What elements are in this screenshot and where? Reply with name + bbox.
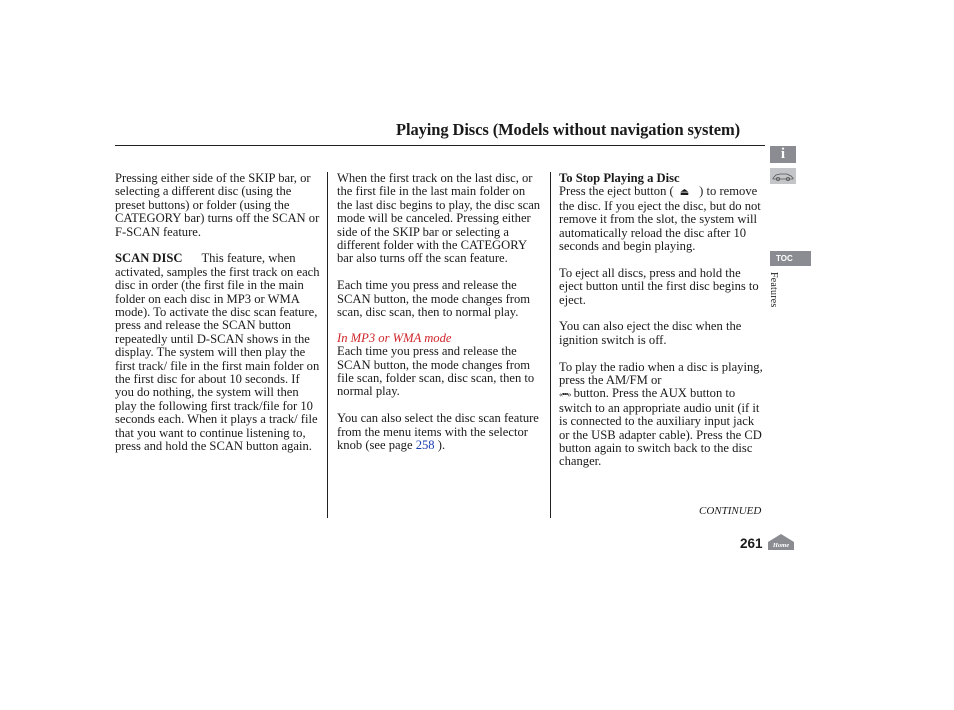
page-number: 261 bbox=[740, 536, 763, 551]
column-divider-1 bbox=[327, 172, 328, 518]
menu-select-paragraph bbox=[337, 412, 542, 452]
radio-text-start: To play the radio when a disc is playing, press the AM/FM or bbox=[559, 359, 763, 388]
cancel-paragraph: When the first track on the last disc, or the first file in the last main folder on the last disc begins to play, the disc scan mode will be canceled. Pressing either side of the SKIP bar or selecting a different folder with the CATEGORY bar also turns off the scan feature. bbox=[337, 171, 541, 266]
menu-select-end: ). bbox=[437, 438, 446, 453]
eject-text-start: Press the eject button ( bbox=[559, 184, 674, 199]
eject-paragraph bbox=[559, 185, 764, 253]
car-icon bbox=[770, 168, 796, 184]
ignition-paragraph: You can also eject the disc when the ignition switch is off. bbox=[559, 319, 742, 347]
home-icon bbox=[767, 533, 795, 551]
title-rule bbox=[115, 145, 765, 146]
radio-paragraph bbox=[559, 361, 764, 469]
mp3-wma-mode-label: In MP3 or WMA mode bbox=[337, 330, 452, 345]
column-divider-2 bbox=[550, 172, 551, 518]
column-3 bbox=[559, 172, 764, 482]
info-icon: i bbox=[780, 146, 786, 162]
column-1 bbox=[115, 172, 320, 467]
scan-mode-paragraph: Each time you press and release the SCAN button, the mode changes from scan, disc scan, then to normal play. bbox=[337, 278, 531, 320]
home-label: Home bbox=[772, 542, 790, 549]
radio-text-end: button. Press the AUX button to switch to an appropriate audio unit (if it is connected to the auxiliary input jack or the USB adapter cable). Press the CD button again to switch back to the disc changer. bbox=[559, 386, 762, 469]
page-258-link[interactable]: 258 bbox=[415, 438, 435, 453]
file-scan-paragraph: Each time you press and release the SCAN button, the mode changes from file scan, folder scan, disc scan, then to normal play. bbox=[337, 344, 535, 399]
scan-disc-heading: SCAN DISC bbox=[115, 251, 183, 266]
stop-playing-heading: To Stop Playing a Disc bbox=[559, 171, 680, 185]
page-title: Playing Discs (Models without navigation system) bbox=[396, 120, 740, 139]
vehicle-tab-button[interactable] bbox=[770, 168, 796, 184]
skip-paragraph: Pressing either side of the SKIP bar, or selecting a different disc (using the preset buttons) or folder (using the CATEGORY bar) turns off the SCAN or F-SCAN feature. bbox=[115, 171, 320, 239]
scan-disc-body: This feature, when activated, samples the first track on each disc in order (the first file in the main folder on each disc in MP3 or WMA mode). To activate the disc scan feature, press and release the SCAN button repeatedly until D-SCAN shows in the display. The system will then play the first track/ file in the first main folder on the first disc for about 10 seconds. If you do nothing, the system will then play the following first track/file for 10 seconds each. When it plays a track/ file that you want to continue listening to, press and hold the SCAN button again. bbox=[115, 251, 320, 454]
eject-icon: ⏏ bbox=[679, 187, 690, 199]
aux-icon: «•••» bbox=[559, 390, 571, 400]
eject-text-end: ) to remove the disc. If you eject the disc, but do not remove it from the slot, the system will automatically reload the disc after 10 seconds and begin playing. bbox=[559, 184, 761, 254]
eject-all-paragraph: To eject all discs, press and hold the eject button until the first disc begins to eject. bbox=[559, 265, 759, 307]
toc-tab-button[interactable]: TOC bbox=[770, 251, 811, 266]
section-label: Features bbox=[768, 272, 779, 308]
info-tab-button[interactable] bbox=[770, 146, 796, 163]
column-2 bbox=[337, 172, 542, 466]
scan-disc-paragraph bbox=[115, 252, 320, 453]
continued-label: CONTINUED bbox=[699, 505, 762, 517]
home-button[interactable] bbox=[767, 533, 795, 551]
menu-select-text: You can also select the disc scan feature from the menu items with the selector knob (see page bbox=[337, 411, 539, 453]
